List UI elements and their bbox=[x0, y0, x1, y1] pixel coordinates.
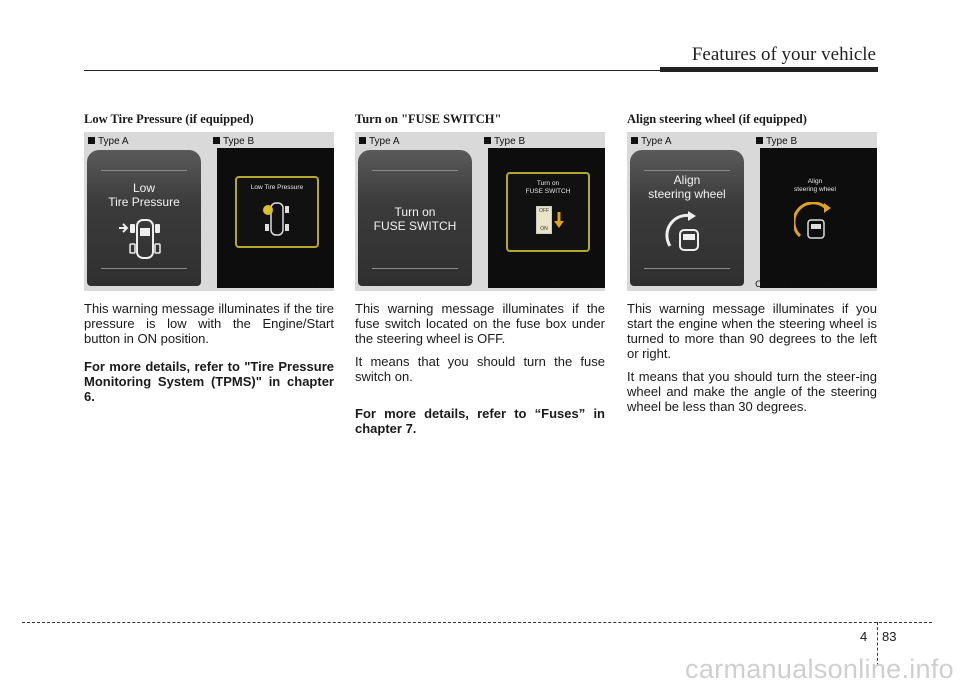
cluster-display-type-a bbox=[630, 150, 744, 286]
display-text: Tire Pressure bbox=[108, 195, 180, 209]
paragraph: This warning message illuminates if the tire pressure is low with the Engine/Start button in ON position. bbox=[84, 301, 334, 346]
type-a-label: Type A bbox=[631, 136, 672, 147]
figure-panel-type-a bbox=[355, 132, 479, 291]
steering-align-icon bbox=[662, 208, 712, 258]
figure-panel-type-b bbox=[209, 132, 334, 291]
figure-low-tire-pressure bbox=[84, 132, 334, 291]
cluster-display-type-a bbox=[87, 150, 201, 286]
section-align-steering bbox=[627, 112, 877, 414]
type-a-label: Type A bbox=[359, 136, 400, 147]
display-text: steering wheel bbox=[648, 187, 726, 201]
display-text: Align bbox=[673, 173, 701, 187]
type-b-label: Type B bbox=[213, 136, 254, 147]
figure-code: OHG045246L bbox=[273, 279, 332, 290]
car-tire-icon bbox=[261, 200, 293, 238]
section-title: Low Tire Pressure (if equipped) bbox=[84, 112, 254, 126]
type-a-label: Type A bbox=[88, 136, 129, 147]
figure-panel-type-b bbox=[480, 132, 605, 291]
figure-code: OHG045332L/OHG045244L bbox=[755, 279, 875, 290]
display-text: Turn on bbox=[536, 180, 560, 187]
footer-rule bbox=[22, 622, 932, 623]
section-title: Align steering wheel (if equipped) bbox=[627, 112, 807, 126]
section-title: Turn on "FUSE SWITCH" bbox=[355, 112, 502, 126]
paragraph: This warning message illuminates if the fuse switch located on the fuse box under the steering wheel is OFF. bbox=[355, 301, 605, 346]
page-number: 83 bbox=[882, 629, 897, 644]
display-text: Turn on bbox=[394, 205, 436, 219]
car-tire-icon bbox=[117, 216, 173, 262]
figure-code: OHG045319L bbox=[544, 279, 603, 290]
figure-fuse-switch bbox=[355, 132, 605, 291]
chapter-number: 4 bbox=[860, 629, 868, 644]
paragraph: It means that you should turn the fuse switch on. bbox=[355, 354, 605, 384]
display-text: Low Tire Pressure bbox=[250, 184, 304, 191]
reference-note: For more details, refer to "Tire Pressure Monitoring System (TPMS)" in chapter 6. bbox=[84, 359, 334, 404]
display-text: Align bbox=[807, 178, 823, 185]
section-fuse-switch bbox=[355, 112, 605, 436]
section-low-tire-pressure bbox=[84, 112, 334, 404]
reference-note: For more details, refer to “Fuses” in chapter 7. bbox=[355, 406, 605, 436]
type-b-label: Type B bbox=[756, 136, 797, 147]
figure-align-steering bbox=[627, 132, 877, 291]
cluster-display-type-b bbox=[488, 148, 605, 288]
header-title: Features of your vehicle bbox=[691, 44, 876, 65]
display-text: FUSE SWITCH bbox=[525, 188, 571, 195]
header-rule-accent bbox=[660, 67, 878, 72]
figure-panel-type-b bbox=[752, 132, 877, 291]
fuse-switch-icon: OFF ON bbox=[536, 206, 552, 234]
paragraph: It means that you should turn the steer-ing wheel and make the angle of the steering wheel be less than 30 degrees. bbox=[627, 369, 877, 414]
paragraph: This warning message illuminates if you start the engine when the steering wheel is turned to more than 90 degrees to the left or right. bbox=[627, 301, 877, 361]
cluster-display-type-b bbox=[760, 148, 877, 288]
figure-panel-type-a bbox=[84, 132, 208, 291]
arrow-down-icon bbox=[554, 212, 564, 228]
cluster-display-type-b bbox=[217, 148, 334, 288]
display-text: FUSE SWITCH bbox=[373, 219, 457, 233]
steering-align-icon bbox=[794, 202, 838, 242]
figure-panel-type-a bbox=[627, 132, 751, 291]
watermark: carmanualsonline.info bbox=[685, 654, 954, 684]
display-text: Low bbox=[132, 181, 155, 195]
cluster-display-type-a bbox=[358, 150, 472, 286]
type-b-label: Type B bbox=[484, 136, 525, 147]
display-text: steering wheel bbox=[794, 186, 836, 193]
